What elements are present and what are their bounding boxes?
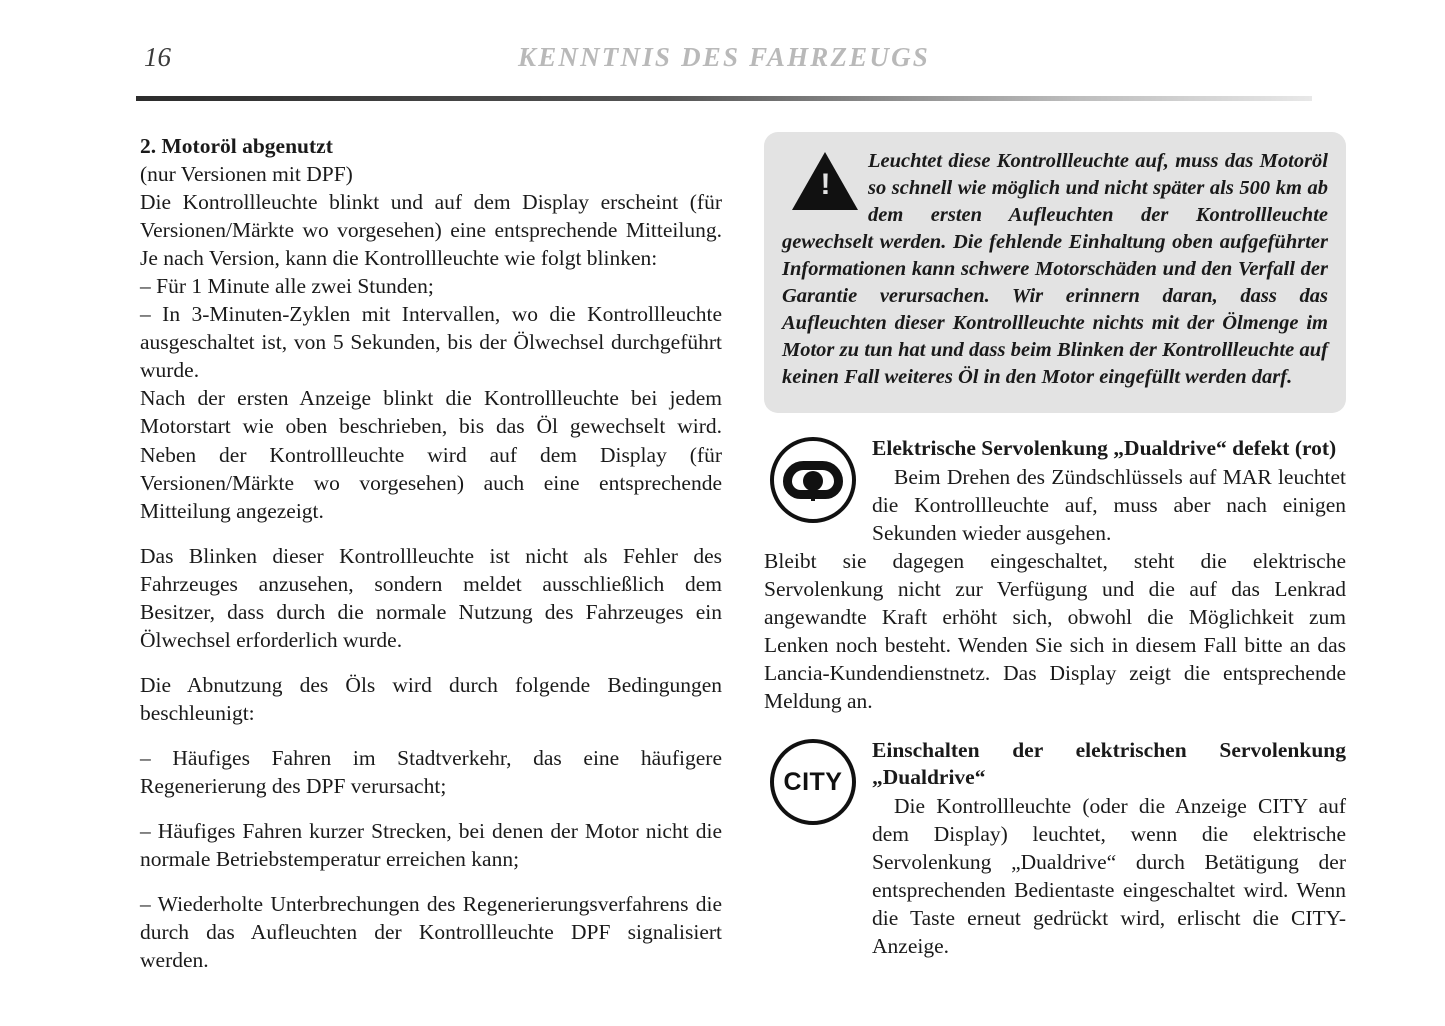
paragraph: Nach der ersten Anzeige blinkt die Kontrollleuchte bei jedem Motorstart wie oben beschrieben, bis das Öl gewechselt wird. Neben der Kontrollleuchte wird auf dem Display (für Versionen/Märkte wo vorgesehen) auch eine entsprechende Mitteilung angezeigt. (140, 386, 722, 523)
page-number: 16 (144, 42, 171, 72)
city-icon-label: CITY (770, 739, 856, 825)
section-heading: Einschalten der elektrischen Servolenkung „Dualdrive“ (872, 737, 1346, 790)
section-power-steering-fault (764, 435, 1346, 715)
paragraph: Bleibt sie dagegen eingeschaltet, steht die elektrische Servolenkung nicht zur Verfügung und die auf das Lenkrad angewandte Kraft erhöht sich, obwohl die Möglichkeit zum Lenken noch besteht. Wenden Sie sich in diesem Fall bitte an das Lancia-Kundendienstnetz. Das Display zeigt die entsprechende Meldung an. (764, 548, 1346, 713)
warning-box (764, 132, 1346, 413)
paragraph: Die Abnutzung des Öls wird durch folgende Bedingungen beschleunigt: (140, 672, 722, 725)
header-divider (136, 96, 1312, 101)
section-subheading: (nur Versionen mit DPF) (140, 162, 353, 187)
page-title: KENNTNIS DES FAHRZEUGS (517, 42, 931, 72)
paragraph: – Häufiges Fahren kurzer Strecken, bei denen der Motor nicht die normale Betriebstemperatur erreichen kann; (140, 819, 722, 872)
city-icon (770, 739, 856, 825)
warning-text: Leuchtet diese Kontrollleuchte auf, muss das Motoröl so schnell wie möglich und nicht später als 500 km ab dem ersten Aufleuchten der Kontrollleuchte gewechselt werden. Die fehlende Einhaltung oben aufgeführter Informationen kann schwere Motorschäden und den Verfall der Garantie verursachen. Wir erinnern daran, dass das Aufleuchten dieser Kontrollleuchte nichts mit der Ölmenge im Motor zu tun hat und dass beim Blinken der Kontrollleuchte auf keinen Fall weiteres Öl in den Motor eingefüllt werden darf. (782, 150, 1328, 389)
section-heading: 2. Motoröl abgenutzt (140, 134, 333, 158)
section-heading: Elektrische Servolenkung „Dualdrive“ defekt (rot) (872, 436, 1337, 460)
section-city-mode (764, 737, 1346, 960)
warning-triangle-icon (792, 152, 858, 210)
steering-wheel-icon (770, 437, 856, 523)
paragraph: Die Kontrollleuchte blinkt und auf dem Display erscheint (für Versionen/Märkte wo vorgesehen) eine entsprechende Mitteilung. Je nach Version, kann die Kontrollleuchte wie folgt blinken: (140, 190, 722, 271)
paragraph: – Wiederholte Unterbrechungen des Regenerierungsverfahrens die durch das Aufleuchten der Kontrollleuchte DPF signalisiert werden. (140, 892, 722, 973)
paragraph: Das Blinken dieser Kontrollleuchte ist nicht als Fehler des Fahrzeuges anzusehen, sondern meldet ausschließlich dem Besitzer, dass durch die normale Nutzung des Fahrzeuges ein Ölwechsel erforderlich wurde. (140, 543, 722, 652)
paragraph: Beim Drehen des Zündschlüssels auf MAR leuchtet die Kontrollleuchte auf, muss aber nach einigen Sekunden wieder ausgehen. (872, 464, 1346, 545)
paragraph: – Für 1 Minute alle zwei Stunden; (140, 274, 434, 299)
left-column (140, 132, 722, 974)
paragraph: Die Kontrollleuchte (oder die Anzeige CITY auf dem Display) leuchtet, wenn die elektrische Servolenkung „Dualdrive“ durch Betätigung der entsprechenden Bedientaste eingeschaltet wird. Wenn die Taste erneut gedrückt wird, erlischt die CITY-Anzeige. (872, 793, 1346, 959)
page-header (136, 42, 1312, 78)
paragraph: – In 3-Minuten-Zyklen mit Intervallen, wo die Kontrollleuchte ausgeschaltet ist, von 5 Sekunden, bis der Ölwechsel durchgeführt wurde. (140, 302, 722, 383)
paragraph: – Häufiges Fahren im Stadtverkehr, das eine häufigere Regenerierung des DPF verursacht; (140, 745, 722, 798)
right-column (764, 132, 1346, 960)
